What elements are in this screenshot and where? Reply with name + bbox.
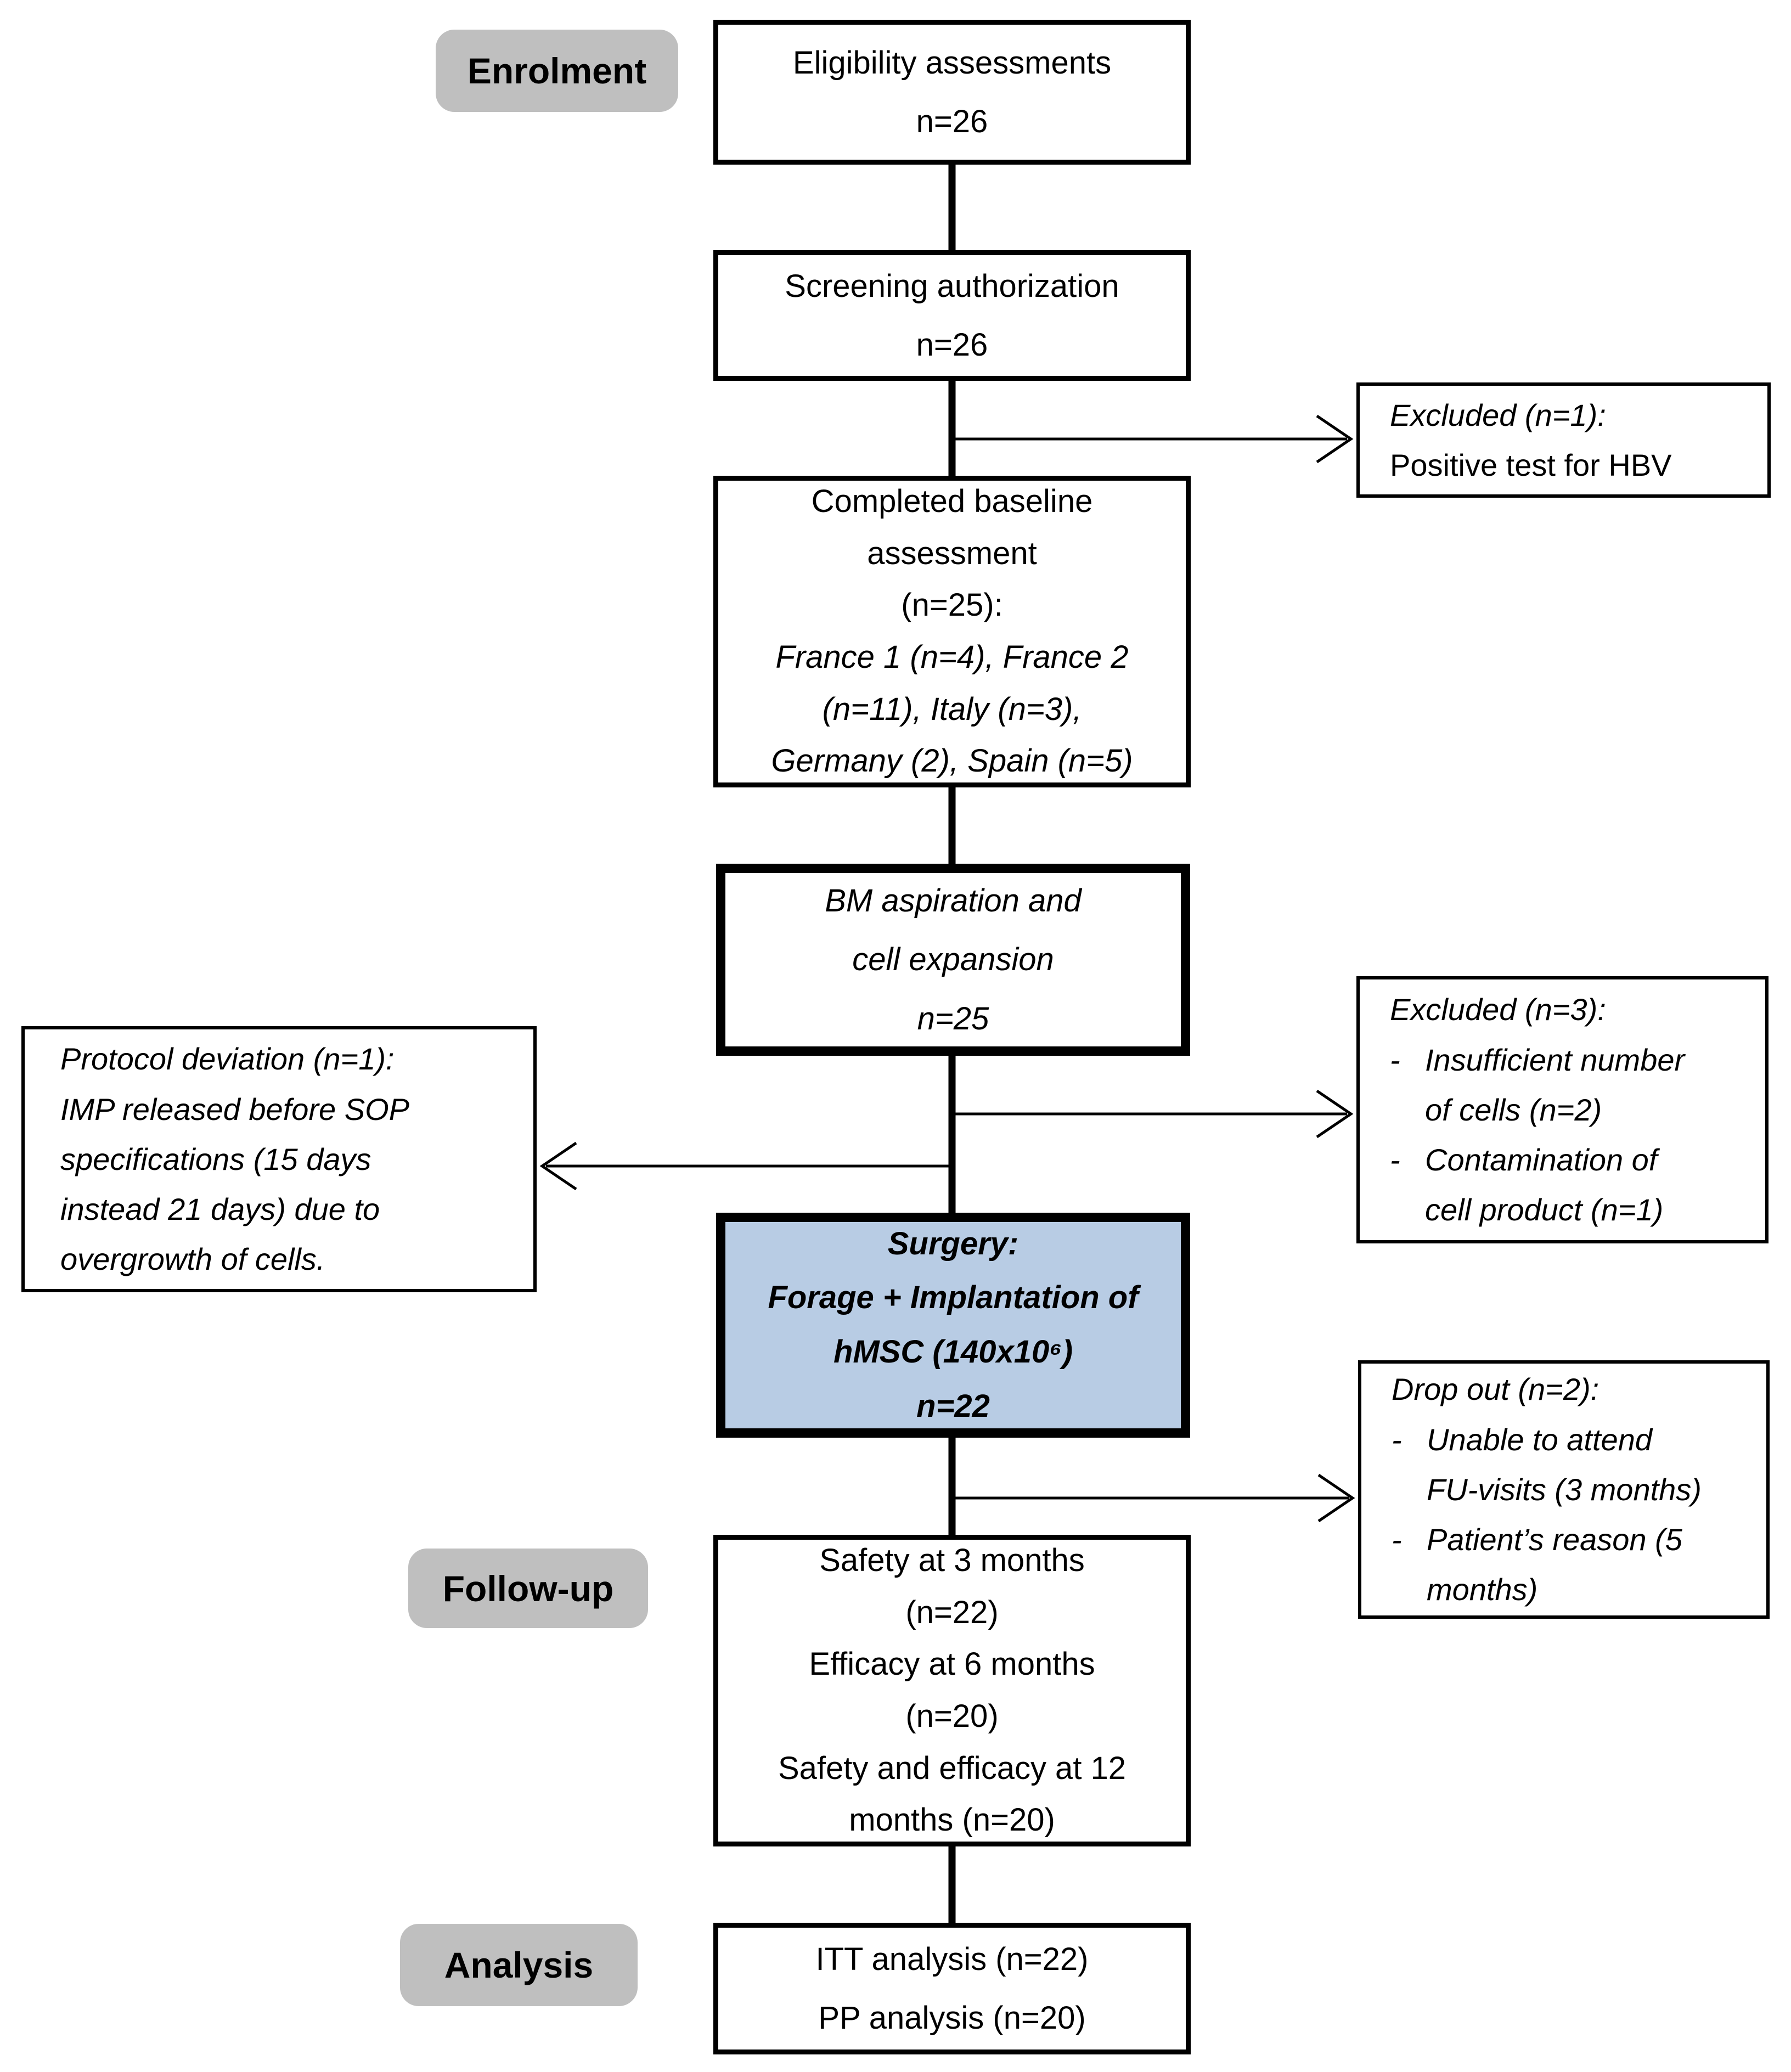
node-count: n=26 [916,327,988,363]
node-text: Efficacy at 6 months [809,1646,1095,1682]
node-text: PP analysis (n=20) [818,2000,1086,2036]
node-text: Screening authorization [785,268,1119,304]
excluded-reason: Positive test for HBV [1390,448,1672,482]
excluded-bullet [1390,1035,1749,1135]
node-sites: Germany (2), Spain (n=5) [771,743,1133,779]
excluded-reason: Contamination of [1425,1142,1658,1178]
bullet-dash: - [1390,1042,1400,1077]
node-count: (n=25): [901,587,1003,623]
node-text: BM aspiration and [825,883,1082,919]
node-text: Forage + Implantation of [768,1280,1139,1316]
node-screening-authorization [713,250,1191,381]
stage-label-analysis [400,1924,638,2006]
stage-label-analysis-text: Analysis [444,1945,594,1985]
deviation-text: instead 21 days) due to [60,1192,380,1227]
node-text: Safety at 3 months [819,1542,1085,1579]
node-count: n=25 [917,1000,989,1037]
node-excluded-screening [1356,382,1771,498]
node-text: Safety and efficacy at 12 [778,1750,1127,1786]
node-count: n=22 [916,1388,990,1424]
deviation-text: specifications (15 days [60,1141,371,1176]
node-analysis [713,1923,1191,2054]
deviation-text: overgrowth of cells. [60,1242,325,1277]
node-text: Eligibility assessments [792,44,1112,81]
bullet-dash: - [1392,1422,1402,1457]
node-surgery [716,1213,1190,1438]
node-text: Surgery: [887,1225,1019,1262]
dropout-title: Drop out (n=2): [1392,1372,1599,1407]
dropout-reason: Unable to attend [1427,1422,1652,1457]
node-eligibility-assessments [713,20,1191,165]
node-protocol-deviation [21,1026,537,1292]
node-text: months (n=20) [849,1802,1055,1838]
dropout-bullet [1392,1415,1750,1515]
excluded-title: Excluded (n=1): [1390,397,1606,432]
deviation-text: IMP released before SOP [60,1091,410,1127]
dropout-bullet [1392,1514,1750,1615]
stage-label-enrolment-text: Enrolment [467,50,647,91]
dropout-reason: FU-visits (3 months) [1427,1472,1702,1507]
node-text: ITT analysis (n=22) [815,1941,1089,1977]
node-followup-assessments [713,1535,1191,1846]
node-sites: France 1 (n=4), France 2 [775,639,1129,675]
node-excluded-expansion [1356,976,1769,1243]
node-count: n=26 [916,104,988,139]
stage-label-enrolment [436,30,678,112]
bullet-dash: - [1390,1142,1400,1178]
excluded-reason: Insufficient number [1425,1042,1685,1077]
dropout-reason: Patient’s reason (5 [1427,1522,1682,1557]
node-text: assessment [867,535,1037,571]
node-bm-aspiration [716,864,1190,1056]
node-count: (n=22) [905,1594,999,1630]
excluded-bullet [1390,1135,1749,1235]
stage-label-followup [408,1549,648,1628]
bullet-dash: - [1392,1522,1402,1557]
stage-label-followup-text: Follow-up [442,1568,614,1609]
node-text: cell expansion [852,942,1054,978]
excluded-title: Excluded (n=3): [1390,992,1606,1027]
node-completed-baseline [713,476,1191,787]
node-sites: (n=11), Italy (n=3), [822,691,1082,727]
node-text: Completed baseline [811,483,1093,520]
deviation-title: Protocol deviation (n=1): [60,1041,395,1077]
node-count: (n=20) [905,1698,999,1734]
node-text: hMSC (140x10⁶) [833,1334,1073,1370]
node-dropout [1358,1360,1770,1619]
dropout-reason: months) [1427,1572,1538,1607]
excluded-reason: cell product (n=1) [1425,1192,1664,1228]
excluded-reason: of cells (n=2) [1425,1092,1602,1127]
